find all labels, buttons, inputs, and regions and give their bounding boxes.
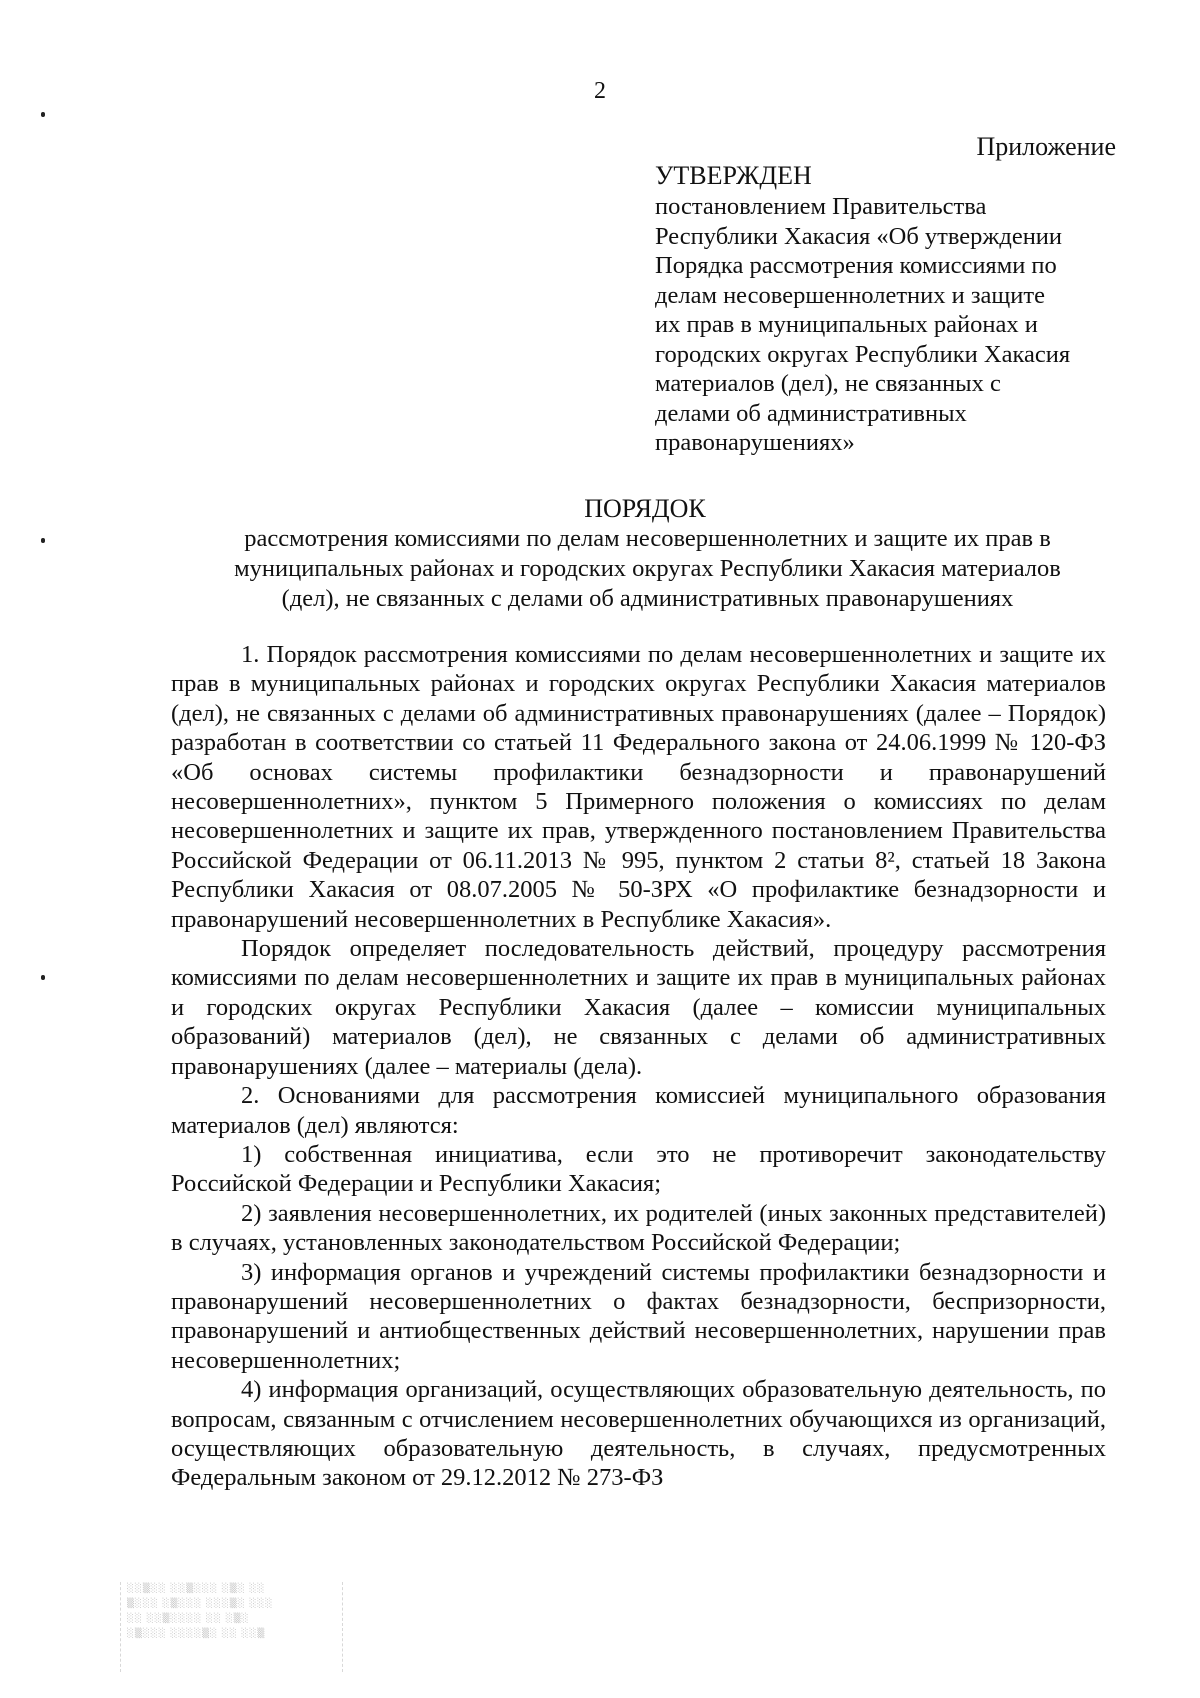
list-item-1: 1) собственная инициатива, если это не противоречит законодательству Российской Федерации и Республики Хакасия; [171,1140,1106,1198]
appendix-label: Приложение [976,132,1116,161]
approval-line: делам несовершеннолетних и защите [655,281,1045,309]
approved-word: УТВЕРЖДЕН [655,161,812,190]
approval-line: городских округах Республики Хакасия [655,340,1071,368]
subtitle-line: рассмотрения комиссиями по делам несовершеннолетних и защите их прав в [244,525,1051,552]
faded-stamp-image: ░░▒░░ ░░▒░░░ ░▒░ ░░ ▒░░░ ░▒░░░ ░░░▒░ ░░░ ░░ ░░▒░░░░ ░░ ░▒░ ░▒░░░ ░░░░▒░ ░░ ░░▒ [120,1582,343,1672]
margin-dot [41,538,45,543]
margin-dot [41,975,45,980]
approval-line: материалов (дел), не связанных с [655,370,1001,397]
approval-block [655,160,1125,458]
paragraph-2: Порядок определяет последовательность действий, процедуру рассмотрения комиссиями по делам несовершеннолетних и защите их прав в муниципальных районах и городских округах Республики Хакасия (далее – комиссии муниципальных образований) материалов (дел), не связанных с делами об административных правонарушениях (далее – материалы (дела). [171,935,1106,1080]
approval-line: делами об административных [655,399,967,427]
document-body [171,640,1106,1493]
margin-dot [41,112,45,117]
approval-line: постановлением Правительства [655,193,987,220]
list-item-2: 2) заявления несовершеннолетних, их родителей (иных законных представителей) в случаях, установленных законодательством Российской Федерации; [171,1199,1106,1257]
approval-line: их прав в муниципальных районах и [655,311,1038,338]
subtitle-line: (дел), не связанных с делами об административных правонарушениях [281,585,1014,612]
document-subtitle [175,524,1120,614]
subtitle-line: муниципальных районах и городских округах Республики Хакасия материалов [234,555,1061,582]
list-item-4: 4) информация организаций, осуществляющих образовательную деятельность, по вопросам, связанным с отчислением несовершеннолетних обучающихся из организаций, осуществляющих образовательную деятельность, в случаях, предусмотренных Федеральным законом от 29.12.2012 № 273-ФЗ [171,1376,1106,1492]
approval-line: Порядка рассмотрения комиссиями по [655,252,1057,279]
approval-line: Республики Хакасия «Об утверждении [655,222,1063,250]
approval-line: правонарушениях» [655,429,855,456]
paragraph-1: 1. Порядок рассмотрения комиссиями по делам несовершеннолетних и защите их прав в муниципальных районах и городских округах Республики Хакасия материалов (дел), не связанных с делами об административных правонарушениях (далее – Порядок) разработан в соответствии со статьей 11 Федерального закона от 24.06.1999 № 120-ФЗ «Об основах системы профилактики безнадзорности и правонарушений несовершеннолетних», пунктом 5 Примерного положения о комиссиях по делам несовершеннолетних и защите их прав, утвержденного постановлением Правительства Российской Федерации от 06.11.2013 № 995, пунктом 2 статьи 8², статьей 18 Закона Республики Хакасия от 08.07.2005 № 50-ЗРХ «О профилактике безнадзорности и правонарушений несовершеннолетних в Республике Хакасия». [171,641,1106,933]
list-item-3: 3) информация органов и учреждений системы профилактики безнадзорности и правонарушений несовершеннолетних о фактах безнадзорности, беспризорности, правонарушений и антиобщественных действий несовершеннолетних, нарушении прав несовершеннолетних; [171,1258,1106,1374]
page-number: 2 [594,78,606,104]
paragraph-3: 2. Основаниями для рассмотрения комиссией муниципального образования материалов (дел) являются: [171,1082,1106,1139]
document-title: ПОРЯДОК [584,494,706,523]
